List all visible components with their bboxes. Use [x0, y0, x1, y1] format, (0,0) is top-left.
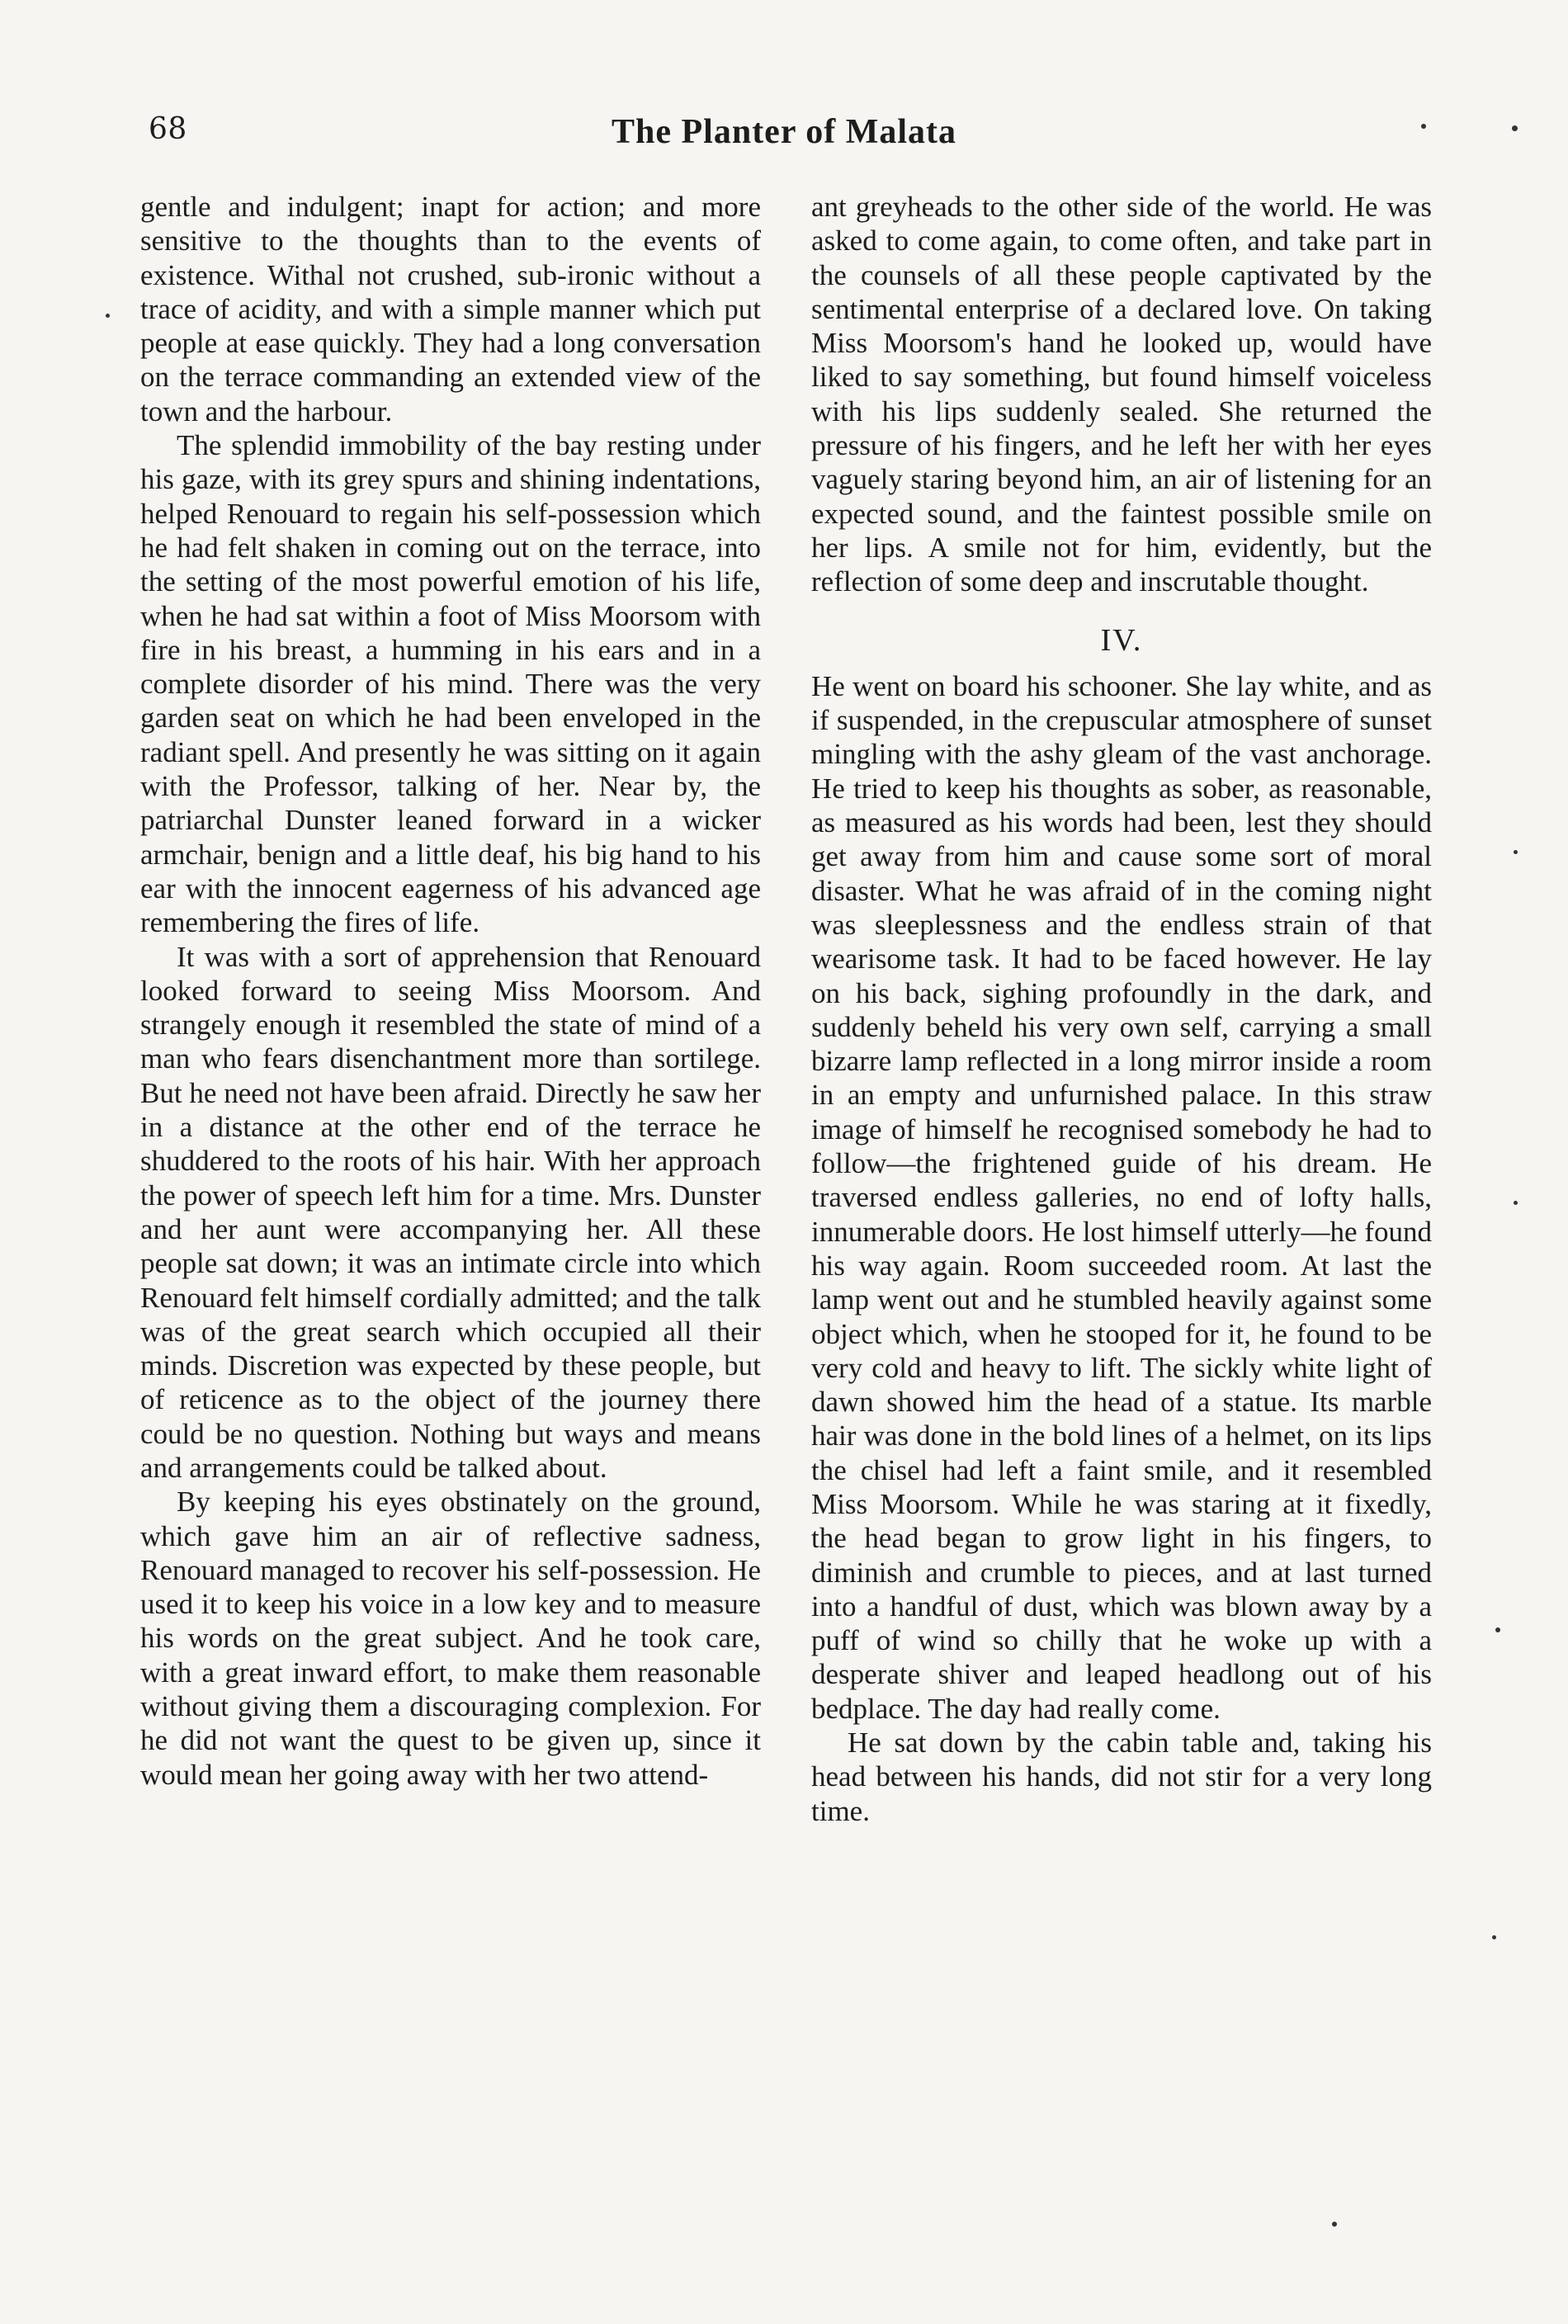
paragraph: gentle and indulgent; inapt for action; and more sensitive to the thoughts than to the events of existence. Withal not crushed, sub-ironic without a trace of acidity, and with a simple manner which put people at ease quickly. They had a long conversation on the terrace commanding an extended view of the town and the harbour. — [140, 191, 761, 427]
print-speck — [1514, 850, 1518, 854]
print-speck — [1421, 124, 1426, 129]
page-number: 68 — [149, 112, 187, 146]
paragraph: By keeping his eyes obstinately on the ground, which gave him an air of reflective sadness, Renouard managed to recover his self-possession. He used it to keep his voice in a low key and to measure his words on the great subject. And he took care, with a great inward effort, to make them reasonable without giving them a discouraging complexion. For he did not want the quest to be given up, since it would mean her going away with her two attend- — [140, 1486, 761, 1791]
page-header — [149, 112, 1419, 162]
section-heading: IV. — [1100, 622, 1143, 658]
left-column — [140, 190, 761, 1792]
print-speck — [1492, 1935, 1496, 1939]
print-speck — [1514, 1201, 1518, 1205]
print-speck — [1332, 2222, 1337, 2227]
paragraph: ant greyheads to the other side of the world. He was asked to come again, to come often, and take part in the counsels of all these people captivated by the sentimental enterprise of a declared love. On taking Miss Moorsom's hand he looked up, would have liked to say something, but found himself voiceless with his lips suddenly sealed. She returned the pressure of his fingers, and he left her with her eyes vaguely staring beyond him, an air of listening for an expected sound, and the faintest possible smile on her lips. A smile not for him, evidently, but the reflection of some deep and inscrutable thought. — [811, 191, 1432, 598]
running-title: The Planter of Malata — [612, 113, 956, 151]
print-speck — [106, 314, 110, 318]
paragraph: He sat down by the cabin table and, taking his head between his hands, did not stir for a very long time. — [811, 1726, 1432, 1827]
paragraph: He went on board his schooner. She lay white, and as if suspended, in the crepuscular atmosphere of sunset mingling with the ashy gleam of the vast anchorage. He tried to keep his thoughts as sober, as reasonable, as measured as his words had been, lest they should get away from him and cause some sort of moral disaster. What he was afraid of in the coming night was sleeplessness and the endless strain of that wearisome task. It had to be faced however. He lay on his back, sighing profoundly in the dark, and suddenly beheld his very own self, carrying a small bizarre lamp reflected in a long mirror inside a room in an empty and unfurnished palace. In this straw image of himself he recognised somebody he had to follow—the frightened guide of his dream. He traversed endless galleries, no end of lofty halls, innumerable doors. He lost himself utterly—he found his way again. Room succeeded room. At last the lamp went out and he stumbled heavily against some object which, when he stooped for it, he found to be very cold and heavy to lift. The sickly white light of dawn showed him the head of a statue. Its marble hair was done in the bold lines of a helmet, on its lips the chisel had left a faint smile, and it resembled Miss Moorsom. While he was staring at it fixedly, the head began to grow light in his fingers, to diminish and crumble to pieces, and at last turned into a handful of dust, which was blown away by a puff of wind so chilly that he woke up with a desperate shiver and leaped headlong out of his bedplace. The day had really come. — [811, 669, 1432, 1725]
right-column — [811, 190, 1432, 1828]
paragraph: The splendid immobility of the bay resting under his gaze, with its grey spurs and shining indentations, helped Renouard to regain his self-possession which he had felt shaken in coming out on the terrace, into the setting of the most powerful emotion of his life, when he had sat within a foot of Miss Moorsom with fire in his breast, a humming in his ears and in a complete disorder of his mind. There was the very garden seat on which he had been enveloped in the radiant spell. And presently he was sitting on it again with the Professor, talking of her. Near by, the patriarchal Dunster leaned forward in a wicker armchair, benign and a little deaf, his big hand to his ear with the innocent eagerness of his advanced age remembering the fires of life. — [140, 429, 761, 939]
print-speck — [1512, 125, 1518, 131]
paragraph: It was with a sort of apprehension that Renouard looked forward to seeing Miss Moorsom. And strangely enough it resembled the state of mind of a man who fears disenchantment more than sortilege. But he need not have been afraid. Directly he saw her in a distance at the other end of the terrace he shuddered to the roots of his hair. With her approach the power of speech left him for a time. Mrs. Dunster and her aunt were accompanying her. All these people sat down; it was an intimate circle into which Renouard felt himself cordially admitted; and the talk was of the great search which occupied all their minds. Discretion was expected by these people, but of reticence as to the object of the journey there could be no question. Nothing but ways and means and arrangements could be talked about. — [140, 940, 761, 1484]
print-speck — [1495, 1627, 1500, 1632]
